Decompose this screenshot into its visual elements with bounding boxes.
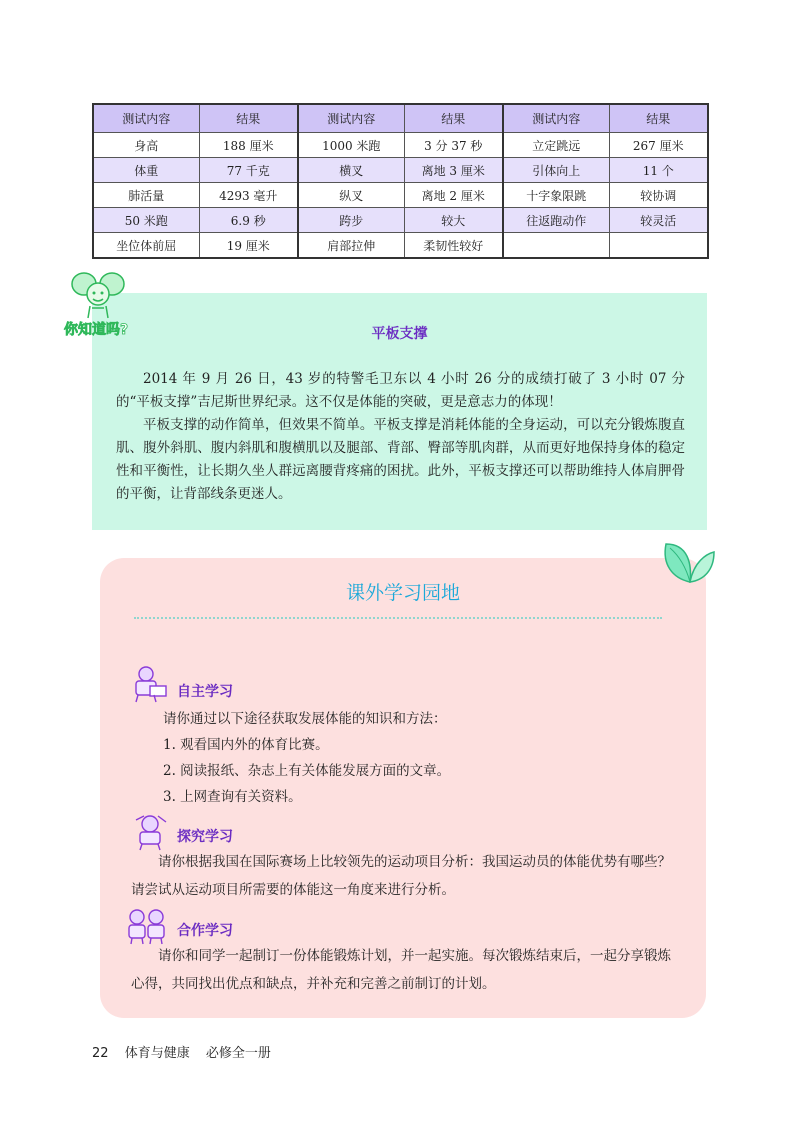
self-study-title: 自主学习	[177, 684, 233, 700]
did-you-know-mascot-icon	[62, 268, 158, 344]
page-footer	[92, 1042, 283, 1061]
header-cell: 结果	[609, 104, 708, 133]
table-cell: 19 厘米	[199, 233, 298, 259]
header-cell: 结果	[404, 104, 503, 133]
dotted-divider	[134, 617, 662, 619]
did-you-know-text	[116, 368, 685, 506]
table-cell: 柔韧性较好	[404, 233, 503, 259]
table-row	[93, 158, 708, 183]
inquiry-study-text: 请你根据我国在国际赛场上比较领先的运动项目分析：我国运动员的体能优势有哪些？请尝试从运动项目所需要的体能这一角度来进行分析。	[131, 854, 671, 898]
table-cell: 十字象限跳	[503, 183, 609, 208]
table-cell: 50 米跑	[93, 208, 199, 233]
paragraph: 2014 年 9 月 26 日，43 岁的特警毛卫东以 4 小时 26 分的成绩打破了 3 小时 07 分的“平板支撑”吉尼斯世界纪录。这不仅是体能的突破，更是意志力的体现！	[116, 371, 685, 410]
page-number: 22	[92, 1046, 109, 1061]
table-cell: 6.9 秒	[199, 208, 298, 233]
header-cell: 测试内容	[298, 104, 404, 133]
self-study-intro: 请你通过以下途径获取发展体能的知识和方法：	[163, 711, 447, 727]
table-cell	[503, 233, 609, 259]
did-you-know-title: 平板支撑	[371, 326, 428, 342]
table-cell: 3 分 37 秒	[404, 133, 503, 158]
cooperative-study-icon	[124, 906, 170, 946]
table-cell: 77 千克	[199, 158, 298, 183]
book-title: 体育与健康	[124, 1046, 190, 1061]
table-cell: 较大	[404, 208, 503, 233]
inquiry-study-icon	[128, 812, 174, 852]
table-cell: 坐位体前屈	[93, 233, 199, 259]
table-row	[93, 208, 708, 233]
cooperative-study-text: 请你和同学一起制订一份体能锻炼计划，并一起实施。每次锻炼结束后，一起分享锻炼心得，共同找出优点和缺点，并补充和完善之前制订的计划。	[131, 948, 671, 992]
did-you-know-badge: 你知道吗?	[64, 322, 129, 338]
header-cell: 测试内容	[503, 104, 609, 133]
list-item: 3. 上网查询有关资料。	[163, 789, 302, 805]
table-row	[93, 133, 708, 158]
book-volume: 必修全一册	[205, 1046, 271, 1061]
table-row	[93, 183, 708, 208]
extracurricular-title: 课外学习园地	[345, 582, 460, 604]
table-cell: 跨步	[298, 208, 404, 233]
header-cell: 测试内容	[93, 104, 199, 133]
table-cell: 引体向上	[503, 158, 609, 183]
header-cell: 结果	[199, 104, 298, 133]
fitness-test-table	[92, 103, 709, 259]
table-cell: 体重	[93, 158, 199, 183]
paragraph: 平板支撑的动作简单，但效果不简单。平板支撑是消耗体能的全身运动，可以充分锻炼腹直肌、腹外斜肌、腹内斜肌和腹横肌以及腿部、背部、臀部等肌肉群，从而更好地保持身体的稳定性和平衡性，让长期久坐人群远离腰背疼痛的困扰。此外，平板支撑还可以帮助维持人体肩胛骨的平衡，让背部线条更迷人。	[116, 417, 685, 502]
table-cell: 4293 毫升	[199, 183, 298, 208]
table-cell: 188 厘米	[199, 133, 298, 158]
table-cell	[609, 233, 708, 259]
table-cell: 1000 米跑	[298, 133, 404, 158]
table-cell: 离地 3 厘米	[404, 158, 503, 183]
table-cell: 267 厘米	[609, 133, 708, 158]
table-cell: 立定跳远	[503, 133, 609, 158]
table-header-row	[93, 104, 708, 133]
table-row	[93, 233, 708, 259]
table-cell: 较协调	[609, 183, 708, 208]
table-cell: 往返跑动作	[503, 208, 609, 233]
table-cell: 横叉	[298, 158, 404, 183]
did-you-know-box	[92, 293, 707, 530]
table-cell: 身高	[93, 133, 199, 158]
inquiry-study-title: 探究学习	[177, 829, 233, 845]
table-cell: 肺活量	[93, 183, 199, 208]
table-cell: 11 个	[609, 158, 708, 183]
table-cell: 较灵活	[609, 208, 708, 233]
self-study-icon	[126, 664, 172, 704]
leaf-icon	[660, 538, 716, 588]
cooperative-study-title: 合作学习	[177, 923, 233, 939]
table-cell: 肩部拉伸	[298, 233, 404, 259]
list-item: 1. 观看国内外的体育比赛。	[163, 737, 329, 753]
table-cell: 纵叉	[298, 183, 404, 208]
table-cell: 离地 2 厘米	[404, 183, 503, 208]
list-item: 2. 阅读报纸、杂志上有关体能发展方面的文章。	[163, 763, 451, 779]
